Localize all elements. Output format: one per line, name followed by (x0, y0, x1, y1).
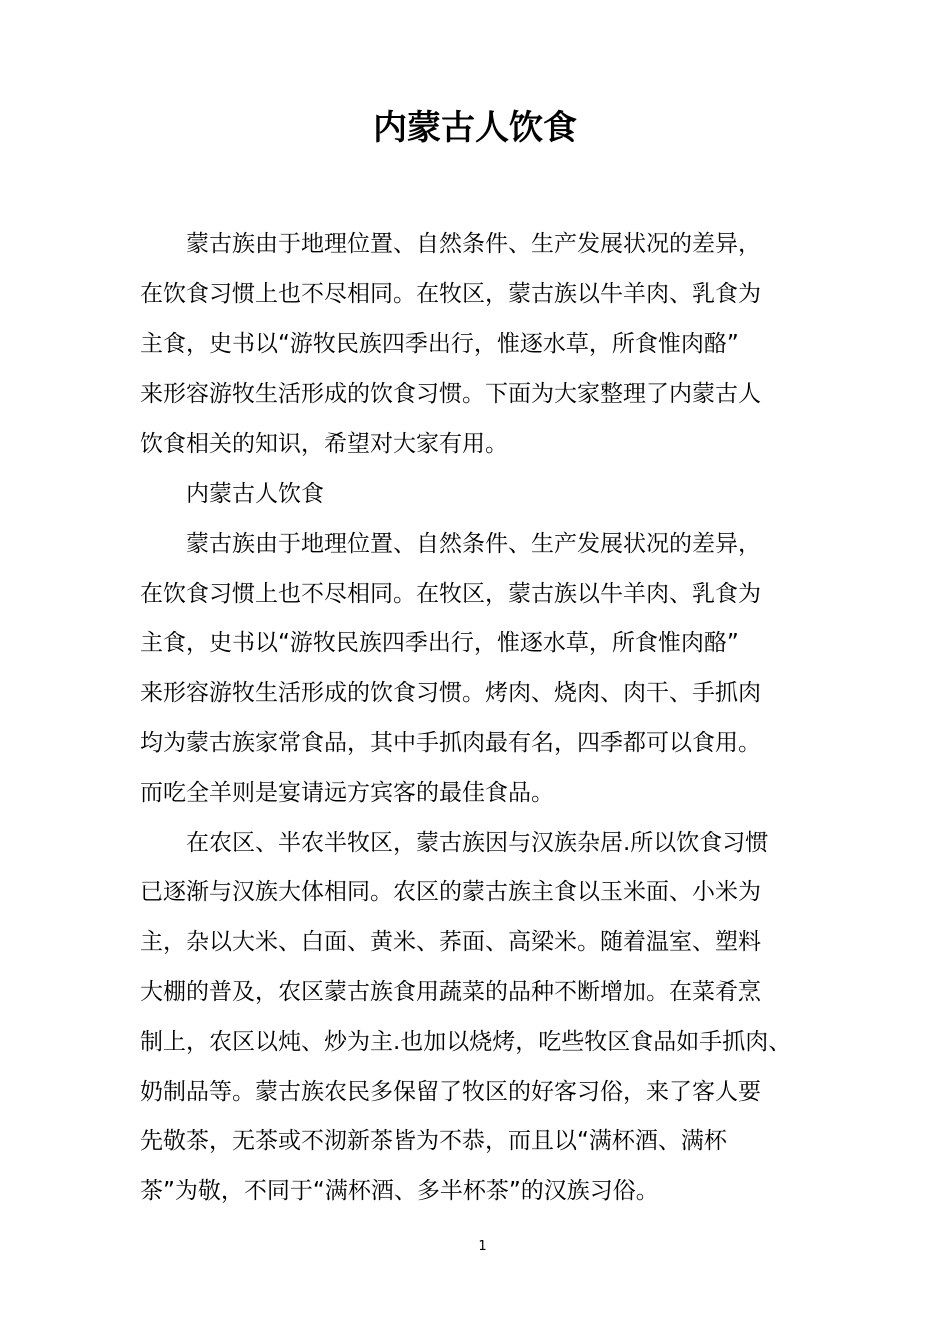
document-title: 内蒙古人饮食 (373, 108, 577, 148)
text-line: 在农区、半农半牧区，蒙古族因与汉族杂居.所以饮食习惯 (186, 830, 769, 856)
page-number: 1 (478, 1239, 487, 1254)
section-heading: 内蒙古人饮食 (186, 481, 324, 507)
text-line: 而吃全羊则是宴请远方宾客的最佳食品。 (140, 780, 554, 806)
text-line: 先敬茶，无茶或不沏新茶皆为不恭，而且以“满杯酒、满杯 (140, 1128, 727, 1154)
text-line: 蒙古族由于地理位置、自然条件、生产发展状况的差异， (186, 531, 761, 557)
text-line: 饮食相关的知识，希望对大家有用。 (140, 431, 508, 457)
text-line: 主，杂以大米、白面、黄米、荞面、高梁米。随着温室、塑料 (140, 929, 761, 955)
text-line: 在饮食习惯上也不尽相同。在牧区，蒙古族以牛羊肉、乳食为 (140, 281, 761, 307)
text-line: 大棚的普及，农区蒙古族食用蔬菜的品种不断增加。在菜肴烹 (140, 979, 761, 1005)
text-line: 已逐渐与汉族大体相同。农区的蒙古族主食以玉米面、小米为 (140, 879, 761, 905)
text-line: 均为蒙古族家常食品，其中手抓肉最有名，四季都可以食用。 (140, 730, 761, 756)
text-line: 来形容游牧生活形成的饮食习惯。下面为大家整理了内蒙古人 (140, 381, 761, 407)
text-line: 蒙古族由于地理位置、自然条件、生产发展状况的差异， (186, 231, 761, 257)
text-line: 主食，史书以“游牧民族四季出行，惟逐水草，所食惟肉酪” (140, 331, 739, 357)
text-line: 在饮食习惯上也不尽相同。在牧区，蒙古族以牛羊肉、乳食为 (140, 581, 761, 607)
text-line: 来形容游牧生活形成的饮食习惯。烤肉、烧肉、肉干、手抓肉 (140, 680, 761, 706)
text-line: 制上，农区以炖、炒为主.也加以烧烤，吃些牧区食品如手抓肉、 (140, 1029, 792, 1055)
text-line: 奶制品等。蒙古族农民多保留了牧区的好客习俗，来了客人要 (140, 1079, 761, 1105)
text-line: 茶”为敬，不同于“满杯酒、多半杯茶”的汉族习俗。 (140, 1178, 659, 1204)
text-line: 主食，史书以“游牧民族四季出行，惟逐水草，所食惟肉酪” (140, 630, 739, 656)
